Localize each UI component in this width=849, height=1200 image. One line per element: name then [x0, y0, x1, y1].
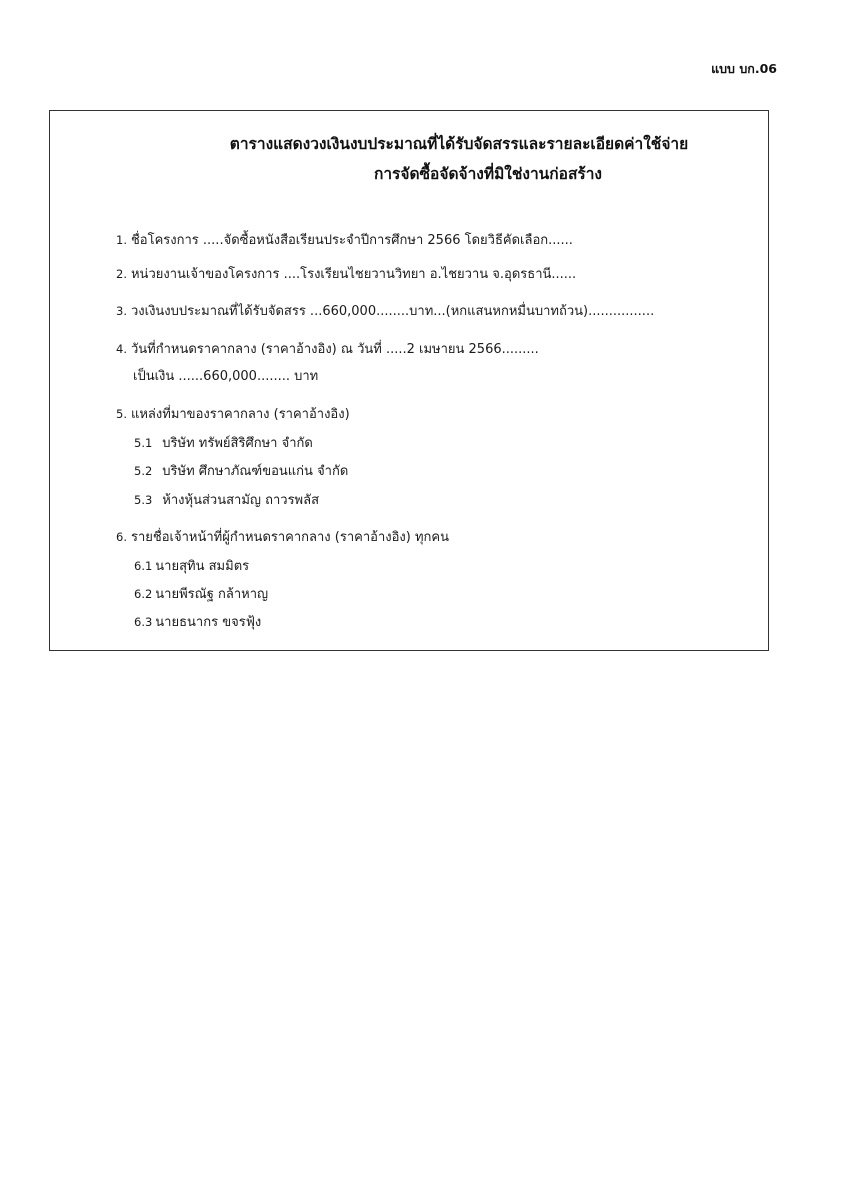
- source-number: 5.3: [134, 493, 153, 507]
- item-number: 2.: [116, 267, 127, 281]
- title-line-1: ตารางแสดงวงเงินงบประมาณที่ได้รับจัดสรรและรายละเอียดค่าใช้จ่าย: [229, 135, 689, 153]
- source-item: [134, 435, 313, 452]
- item-6-officers: [116, 529, 449, 546]
- item-text: หน่วยงานเจ้าของโครงการ ....โรงเรียนไชยวานวิทยา อ.ไชยวาน จ.อุดรธานี......: [130, 267, 577, 282]
- budget-table-frame: [49, 110, 769, 651]
- item-1-project-name: [116, 232, 573, 249]
- source-text: ห้างหุ้นส่วนสามัญ ถาวรพลัส: [162, 493, 320, 508]
- item-2-owner-agency: [116, 266, 576, 283]
- item-number: 6.: [116, 530, 127, 544]
- officer-name: นายธนากร ขจรฟุ้ง: [155, 615, 262, 630]
- item-text: แหล่งที่มาของราคากลาง (ราคาอ้างอิง): [130, 407, 350, 422]
- item-text: รายชื่อเจ้าหน้าที่ผู้กำหนดราคากลาง (ราคาอ้างอิง) ทุกคน: [130, 530, 449, 545]
- item-text: ชื่อโครงการ .....จัดซื้อหนังสือเรียนประจำปีการศึกษา 2566 โดยวิธีคัดเลือก......: [130, 233, 573, 248]
- source-text: บริษัท ทรัพย์สิริศึกษา จำกัด: [162, 436, 313, 451]
- officer-item: [134, 586, 268, 603]
- form-code: แบบ บก.06: [711, 61, 777, 76]
- officer-number: 6.1: [134, 559, 153, 573]
- officer-item: [134, 614, 261, 631]
- officer-name: นายพีรณัฐ กล้าหาญ: [155, 587, 269, 602]
- source-item: [134, 463, 348, 480]
- item-text: วันที่กำหนดราคากลาง (ราคาอ้างอิง) ณ วันที่ .....2 เมษายน 2566.........: [130, 342, 539, 357]
- title-line-2: การจัดซื้อจัดจ้างที่มิใช่งานก่อสร้าง: [373, 165, 603, 183]
- item-number: 5.: [116, 407, 127, 421]
- source-text: บริษัท ศึกษาภัณฑ์ขอนแก่น จำกัด: [162, 464, 349, 479]
- item-4-reference-date: [116, 341, 539, 358]
- item-number: 3.: [116, 304, 127, 318]
- officer-number: 6.2: [134, 587, 153, 601]
- source-item: [134, 492, 319, 509]
- item-4-amount: เป็นเงิน ......660,000........ บาท: [133, 369, 319, 384]
- source-number: 5.1: [134, 436, 153, 450]
- item-5-price-sources: [116, 406, 350, 423]
- item-3-budget: [116, 303, 654, 320]
- item-number: 4.: [116, 342, 127, 356]
- item-number: 1.: [116, 233, 127, 247]
- officer-name: นายสุทิน สมมิตร: [155, 559, 250, 574]
- officer-item: [134, 558, 249, 575]
- source-number: 5.2: [134, 464, 153, 478]
- officer-number: 6.3: [134, 615, 153, 629]
- item-text: วงเงินงบประมาณที่ได้รับจัดสรร ...660,000........บาท...(หกแสนหกหมื่นบาทถ้วน)................: [130, 304, 655, 319]
